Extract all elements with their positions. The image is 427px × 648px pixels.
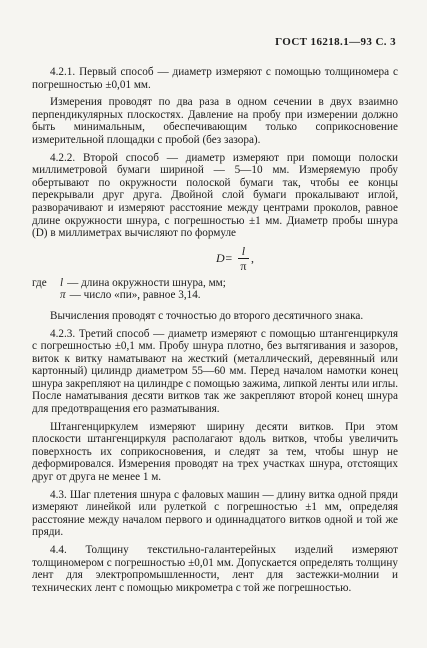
formula-numerator: l [238,245,249,259]
paragraph-4-4: 4.4. Толщину текстильно-галантерейных изделий измеряют толщиномером с погрешностью ±0,01 мм. Допускается определять толщину лент для электропромышленности, лент для застежки-молнии и технических лент с помощью микрометра с той же погрешностью. [32,544,398,594]
paragraph-4-3: 4.3. Шаг плетения шнура с фаловых машин — длину витка одной пряди измеряют линейкой или рулеткой с погрешностью ±1 мм, определяя расстояние между началом первого и одиннадцатого витков одной и той же пряди. [32,488,398,539]
formula-fraction [238,245,249,272]
paragraph-caliper: Штангенциркулем измеряют ширину десяти витков. При этом плоскости штангенциркуля располагают вдоль витков, чтобы увеличить поверхность их соприкосновения, и следят за тем, чтобы шнур не деформировался. Измерения проводят на трех участках шнура, отстоящих друг от друга не менее 1 м. [32,420,398,484]
diameter-formula [72,245,398,272]
paragraph-precision: Вычисления проводят с точностью до второго десятичного знака. [50,309,364,322]
paragraph-measurement: Измерения проводят по два раза в одном сечении в двух взаимно перпендикулярных плоскостях. Давление на пробу при измерении должно быть минимальным, обеспечивающим только соприкосновение измерительной площадки с пробой (без зазора). [32,96,398,146]
legend-lead: где [32,276,47,289]
legend-row-pi [32,289,398,302]
legend-symbol-l: l [60,276,64,289]
formula-trail: , [251,250,255,265]
paragraph-4-2-1: 4.2.1. Первый способ — диаметр измеряют с помощью толщиномера с погрешностью ±0,01 мм. [32,66,398,91]
formula-lhs: D= [215,250,233,265]
formula-denominator: π [240,258,247,273]
page-header: ГОСТ 16218.1—93 С. 3 [275,36,396,48]
legend-text-l: — длина окружности шнура, мм; [67,276,226,289]
formula-legend [32,277,398,302]
legend-symbol-pi: π [60,289,66,302]
legend-text-pi: — число «пи», равное 3,14. [69,289,201,302]
paragraph-4-2-3: 4.2.3. Третий способ — диаметр измеряют с помощью штангенциркуля с погрешностью ±0,1 мм. Пробу шнура плотно, без вытягивания и зазоров, виток к витку наматывают на жесткий (металлический, деревянный или картонный) цилиндр диаметром 55—60 мм. Перед началом намотки конец шнура закрепляют на цилиндре с помощью зажима, липкой ленты или иглы. После наматывания десяти витков так же закрепляют второй конец шнура для предотвращения его разматывания. [32,327,399,416]
paragraph-4-2-2: 4.2.2. Второй способ — диаметр измеряют при помощи полоски миллиметровой бумаги шириной — 5—10 мм. Измеряемую пробу обертывают по окружности полоской бумаги так, чтобы ее концы перекрывали друг друга. Двойной слой бумаги прокалывают иглой, разворачивают и измеряют расстояние между центрами проколов, равное длине окружности шнура, с погрешностью ±1 мм. Диаметр пробы шнура (D) в миллиметрах вычисляют по формуле [32,151,398,240]
legend-lead-spacer [32,289,60,302]
legend-row-l [32,277,398,290]
document-body [32,66,398,599]
